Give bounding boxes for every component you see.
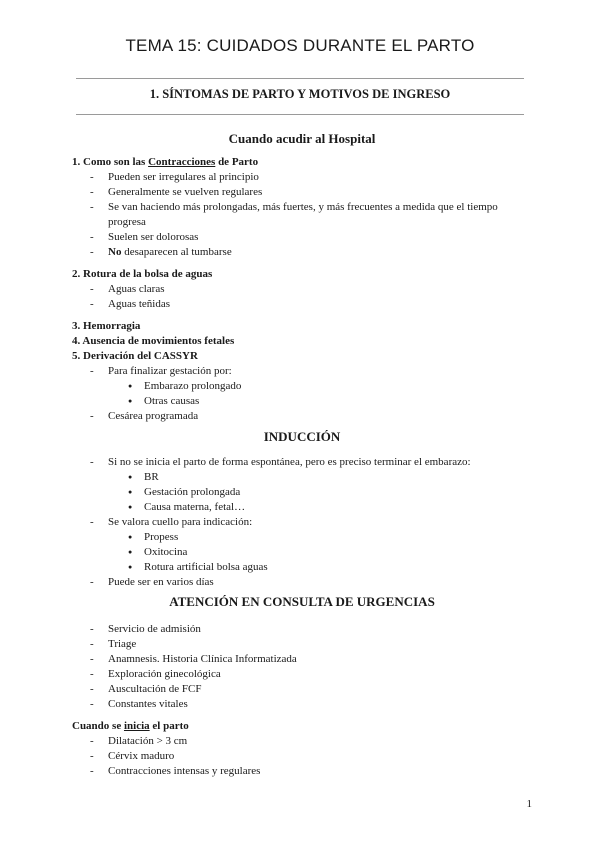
document-title: TEMA 15: CUIDADOS DURANTE EL PARTO — [125, 36, 475, 55]
list-item: - Triage — [72, 637, 532, 652]
list-item: ● Rotura artificial bolsa aguas — [108, 560, 532, 575]
list-item: - Pueden ser irregulares al principio — [72, 170, 532, 185]
list-item: - Cérvix maduro — [72, 749, 532, 764]
list-item: ● Gestación prolongada — [108, 485, 532, 500]
list-item: - Puede ser en varios días — [72, 575, 532, 590]
contracciones-prefix: 1. Como son las — [72, 156, 149, 168]
list-item: ● BR — [108, 470, 532, 485]
contracciones-heading — [72, 155, 532, 170]
list-item: - Cesárea programada — [72, 409, 532, 424]
list-item: ● Propess — [108, 530, 532, 545]
urgencias-list — [72, 622, 532, 712]
induccion-sublist-2 — [108, 530, 532, 575]
list-item: ● Embarazo prolongado — [108, 379, 532, 394]
list-item — [72, 245, 532, 260]
no-bold: No — [108, 246, 122, 258]
list-item: - Generalmente se vuelven regulares — [72, 185, 532, 200]
induccion-heading: INDUCCIÓN — [263, 429, 341, 444]
hospital-heading: Cuando acudir al Hospital — [228, 131, 376, 146]
list-item-text: Para finalizar gestación por: — [108, 365, 232, 377]
list-item: - Exploración ginecológica — [72, 667, 532, 682]
rotura-list — [72, 282, 532, 312]
list-item — [72, 515, 532, 575]
list-item: - Auscultación de FCF — [72, 682, 532, 697]
list-item: - Contracciones intensas y regulares — [72, 764, 532, 779]
inicio-prefix: Cuando se — [72, 720, 124, 732]
list-item: - Aguas claras — [72, 282, 532, 297]
top-divider — [76, 78, 524, 79]
induccion-list — [72, 455, 532, 590]
list-item-text: Si no se inicia el parto de forma espontánea, pero es preciso terminar el embarazo: — [108, 456, 471, 468]
list-item: - Dilatación > 3 cm — [72, 734, 532, 749]
list-item: - Constantes vitales — [72, 697, 532, 712]
section-heading: 1. SÍNTOMAS DE PARTO Y MOTIVOS DE INGRESO — [149, 87, 451, 101]
list-item: - Suelen ser dolorosas — [72, 230, 532, 245]
list-item: - Se van haciendo más prolongadas, más fuertes, y más frecuentes a medida que el tiempo progresa — [72, 200, 532, 230]
contracciones-list — [72, 170, 532, 260]
contracciones-underlined: Contracciones — [148, 156, 216, 168]
page-number: 1 — [526, 798, 532, 810]
list-item: ● Causa materna, fetal… — [108, 500, 532, 515]
induccion-sublist-1 — [108, 470, 532, 515]
urgencias-heading: ATENCIÓN EN CONSULTA DE URGENCIAS — [169, 594, 435, 609]
document-body — [72, 128, 532, 779]
list-item-text: Se valora cuello para indicación: — [108, 516, 253, 528]
hemorragia-heading: 3. Hemorragia — [72, 320, 141, 332]
inicio-list — [72, 734, 532, 779]
no-rest: desaparecen al tumbarse — [121, 246, 232, 258]
list-item — [72, 455, 532, 515]
list-item — [72, 364, 532, 409]
rotura-heading: 2. Rotura de la bolsa de aguas — [72, 268, 213, 280]
bottom-divider — [76, 114, 524, 115]
contracciones-suffix: de Parto — [215, 156, 259, 168]
movimientos-heading: 4. Ausencia de movimientos fetales — [72, 335, 235, 347]
cassyr-list — [72, 364, 532, 424]
list-item: - Servicio de admisión — [72, 622, 532, 637]
list-item: ● Oxitocina — [108, 545, 532, 560]
list-item: ● Otras causas — [108, 394, 532, 409]
list-item: - Aguas teñidas — [72, 297, 532, 312]
inicio-suffix: el parto — [149, 720, 189, 732]
inicio-heading — [72, 719, 532, 734]
cassyr-heading: 5. Derivación del CASSYR — [72, 350, 198, 362]
list-item: - Anamnesis. Historia Clínica Informatizada — [72, 652, 532, 667]
inicio-underlined: inicia — [123, 720, 150, 732]
cassyr-sublist — [108, 379, 532, 409]
